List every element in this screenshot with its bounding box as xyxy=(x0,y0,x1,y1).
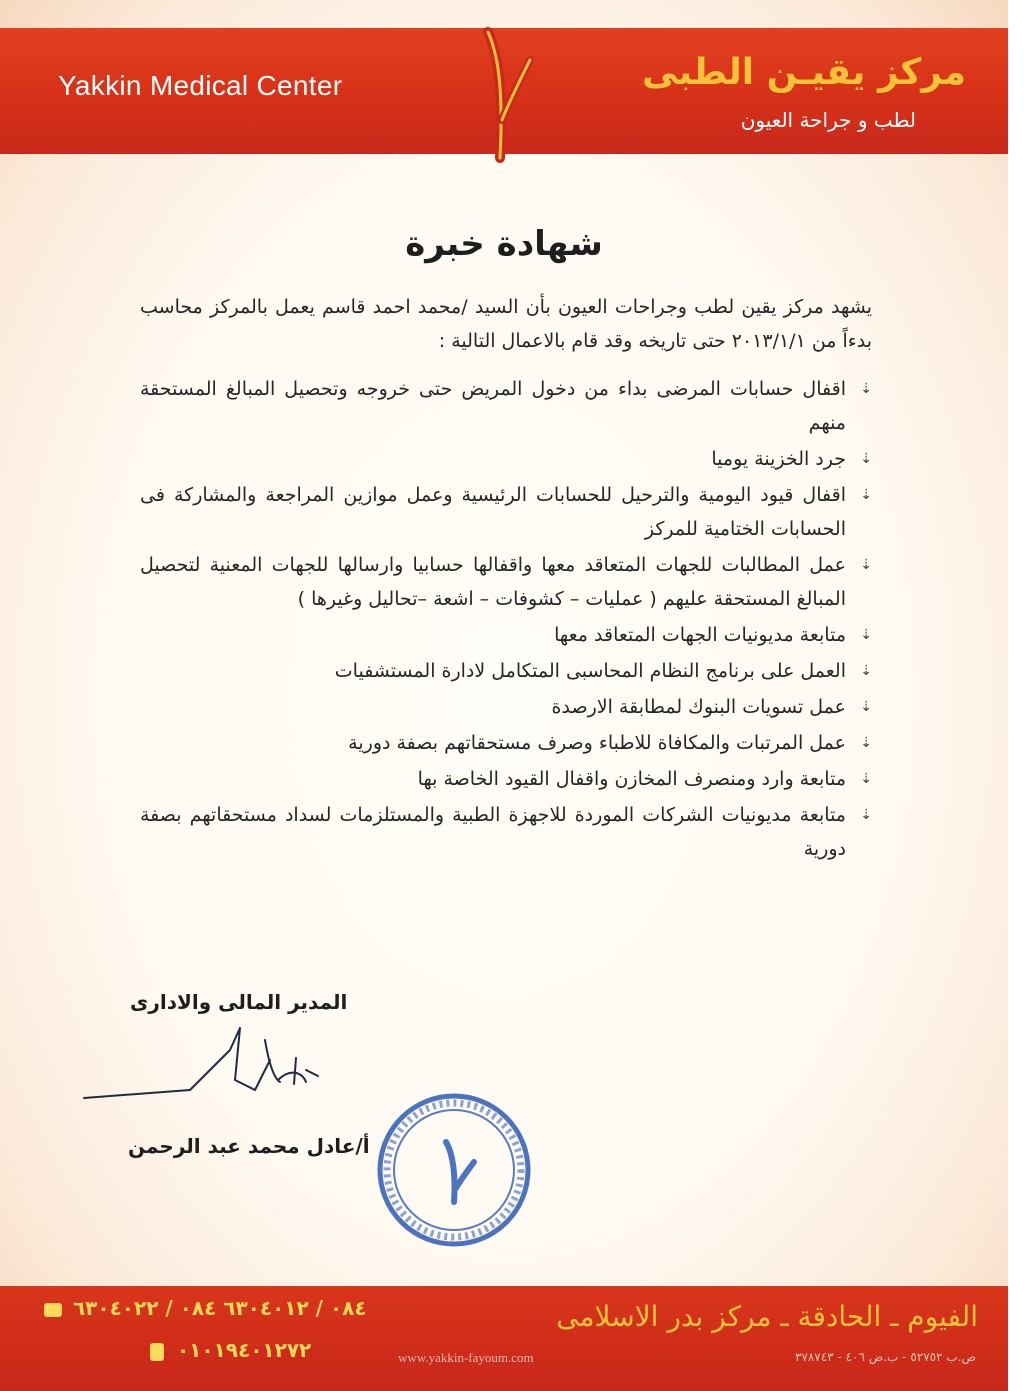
bullet-arrow-icon: ⇣ xyxy=(860,699,872,715)
footer-mobile-number: ٠١٠١٩٤٠١٢٧٢ xyxy=(150,1338,311,1362)
yakkin-logo-icon xyxy=(460,20,540,170)
bullet-arrow-icon: ⇣ xyxy=(860,487,872,503)
bullet-arrow-icon: ⇣ xyxy=(860,663,872,679)
handwritten-signature xyxy=(80,1020,360,1110)
footer-po-box: ص.ب ٥٢٧٥٢ - ب.ض ٤٠٦ - ٣٧٨٧٤٣ xyxy=(794,1350,976,1364)
duty-item: ⇣ اقفال قيود اليومية والترحيل للحسابات الرئيسية وعمل موازين المراجعة والمشاركة فى الحسابات الختامية للمركز xyxy=(140,478,872,546)
footer-phone-numbers: ٠٨٤ / ٦٣٠٤٠١٢ ٠٨٤ / ٦٣٠٤٠٢٢ xyxy=(44,1296,367,1320)
mobile-phone-icon xyxy=(150,1343,164,1361)
bullet-arrow-icon: ⇣ xyxy=(860,771,872,787)
center-arabic-subtitle: لطب و جراحة العيون xyxy=(740,108,916,132)
footer-address: الفيوم ـ الحادقة ـ مركز بدر الاسلامى xyxy=(556,1300,978,1333)
bullet-arrow-icon: ⇣ xyxy=(860,557,872,573)
intro-paragraph: يشهد مركز يقين لطب وجراحات العيون بأن السيد /محمد احمد قاسم يعمل بالمركز محاسب بدءاً من ٢٠١٣/١/١ حتى تاريخه وقد قام بالاعمال التالية : xyxy=(140,296,872,352)
official-stamp-icon xyxy=(376,1092,532,1248)
duty-item: ⇣ العمل على برنامج النظام المحاسبى المتكامل لادارة المستشفيات xyxy=(140,654,872,688)
duty-item: ⇣ متابعة مديونيات الشركات الموردة للاجهزة الطبية والمستلزمات لسداد مستحقاتهم بصفة دورية xyxy=(140,798,872,866)
scan-margin xyxy=(1008,0,1024,1391)
bullet-arrow-icon: ⇣ xyxy=(860,735,872,751)
bullet-arrow-icon: ⇣ xyxy=(860,381,872,397)
duties-list xyxy=(140,372,872,866)
center-english-name: Yakkin Medical Center xyxy=(58,70,343,101)
signatory-title: المدير المالى والادارى xyxy=(130,990,348,1014)
duty-item: ⇣ متابعة وارد ومنصرف المخازن واقفال القيود الخاصة بها xyxy=(140,762,872,796)
footer-website: www.yakkin-fayoum.com xyxy=(398,1350,534,1365)
certificate-body xyxy=(140,290,872,868)
duty-item: ⇣ عمل المرتبات والمكافاة للاطباء وصرف مستحقاتهم بصفة دورية xyxy=(140,726,872,760)
bullet-arrow-icon: ⇣ xyxy=(860,451,872,467)
certificate-title: شهادة خبرة xyxy=(405,224,603,264)
duty-item: ⇣ اقفال حسابات المرضى بداء من دخول المريض حتى خروجه وتحصيل المبالغ المستحقة منهم xyxy=(140,372,872,440)
center-arabic-name: مركز يقيـن الطبى xyxy=(642,52,966,93)
duty-item: ⇣ متابعة مديونيات الجهات المتعاقد معها xyxy=(140,618,872,652)
duty-item: ⇣ عمل المطالبات للجهات المتعاقد معها واقفالها حسابيا وارسالها للجهات المعنية لتحصيل المبالغ المستحقة عليهم ( عمليات – كشوفات – اشعة –تحاليل وغيرها ) xyxy=(140,548,872,616)
duty-item: ⇣ عمل تسويات البنوك لمطابقة الارصدة xyxy=(140,690,872,724)
signatory-name: أ/عادل محمد عبد الرحمن xyxy=(128,1134,370,1158)
phone-icon xyxy=(44,1303,62,1317)
duty-item: ⇣ جرد الخزينة يوميا xyxy=(140,442,872,476)
bullet-arrow-icon: ⇣ xyxy=(860,807,872,823)
bullet-arrow-icon: ⇣ xyxy=(860,627,872,643)
